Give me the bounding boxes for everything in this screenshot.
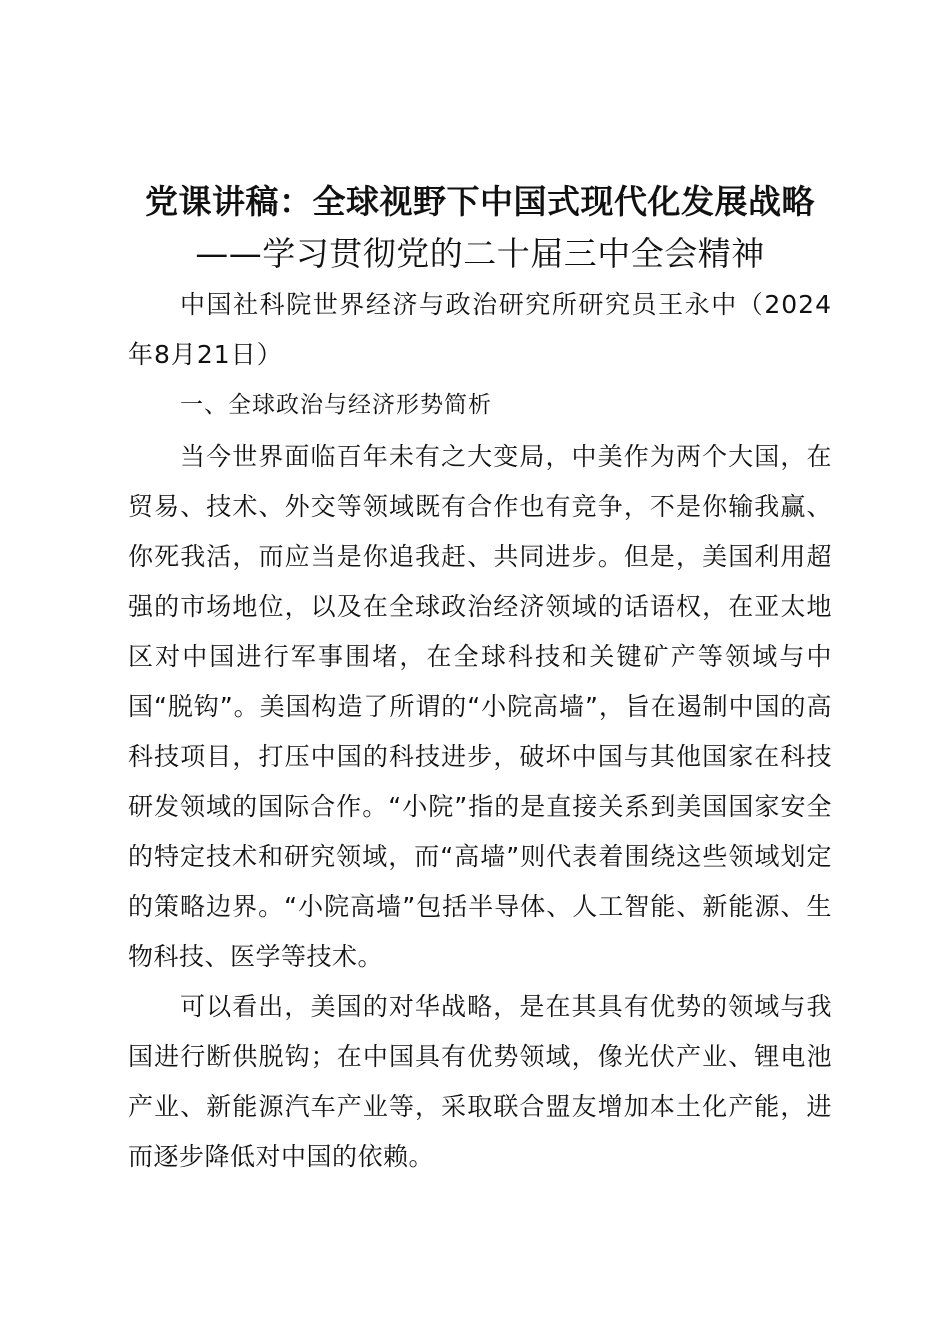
body-paragraph-1: 当今世界面临百年未有之大变局，中美作为两个大国，在贸易、技术、外交等领域既有合作也有竞争，不是你输我赢、你死我活，而应当是你追我赶、共同进步。但是，美国利用超强的市场地位，以及在全球政治经济领域的话语权，在亚太地区对中国进行军事围堵，在全球科技和关键矿产等领域与中国“脱钩”。美国构造了所谓的“小院高墙”，旨在遏制中国的高科技项目，打压中国的科技进步，破坏中国与其他国家在科技研发领域的国际合作。“小院”指的是直接关系到美国国家安全的特定技术和研究领域，而“高墙”则代表着围绕这些领域划定的策略边界。“小院高墙”包括半导体、人工智能、新能源、生物科技、医学等技术。 [128,442,832,971]
document-page [128,176,832,1182]
body-paragraph-2: 可以看出，美国的对华战略，是在其具有优势的领域与我国进行断供脱钩；在中国具有优势领域，像光伏产业、锂电池产业、新能源汽车产业等，采取联合盟友增加本土化产能，进而逐步降低对中国的依赖。 [128,992,832,1171]
document-title-line-2: ——学习贯彻党的二十届三中全会精神 [195,234,765,273]
section-heading: 一、全球政治与经济形势简析 [180,392,492,418]
document-title-line-1: 党课讲稿：全球视野下中国式现代化发展战略 [145,182,815,221]
author-date-line: 中国社科院世界经济与政治研究所研究员王永中（2024年8月21日） [128,290,832,369]
